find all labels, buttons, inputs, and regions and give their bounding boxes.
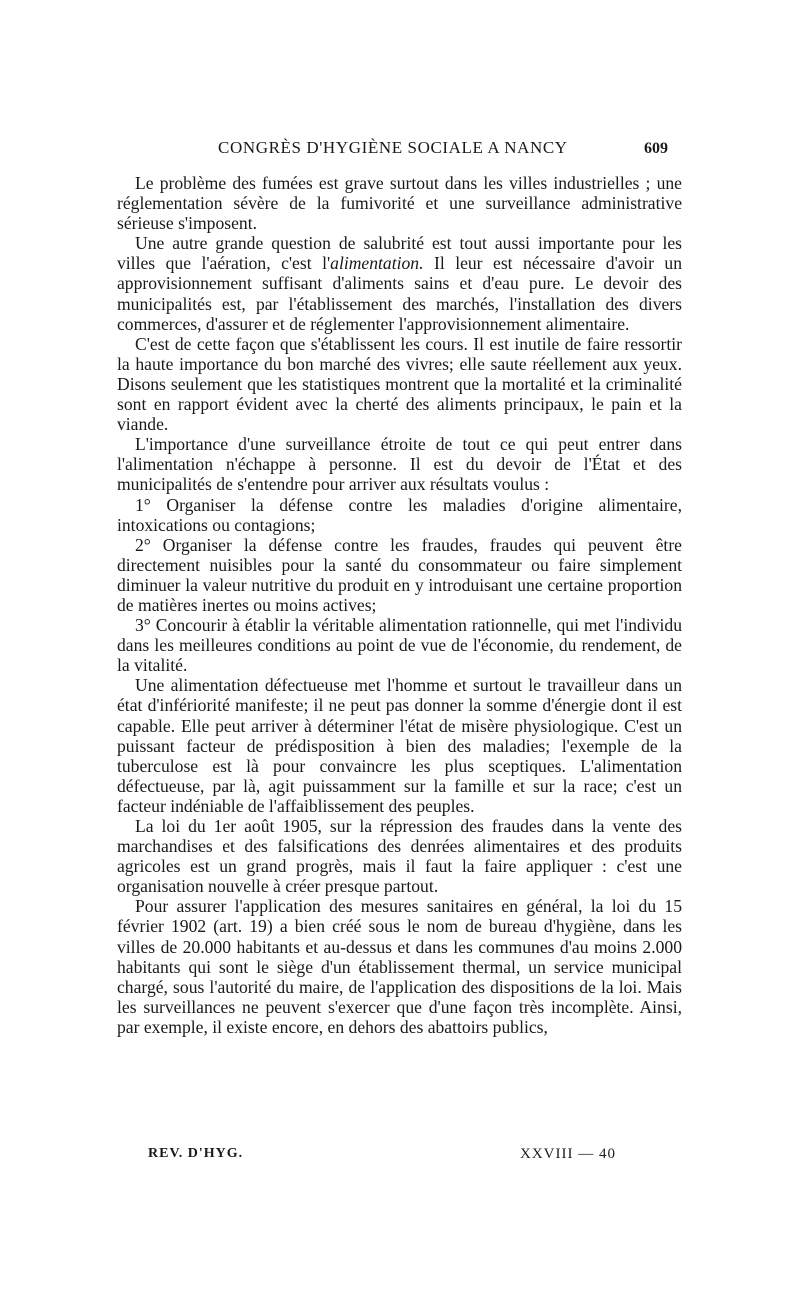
page-body [117,173,682,1037]
page-footer [0,1146,800,1168]
paragraph-surveillance: L'importance d'une surveillance étroite de tout ce qui peut entrer dans l'alimentation n'échappe à personne. Il est du devoir de l'État et des municipalités de s'entendre pour arriver aux résultats voulus : [117,434,682,495]
paragraph-fumees: Le problème des fumées est grave surtout dans les villes industrielles ; une réglementation sévère de la fumivorité et une surveillance administrative sérieuse s'imposent. [117,173,682,234]
volume-signature: XXVIII — 40 [520,1146,616,1162]
paragraph-loi-1905: La loi du 1er août 1905, sur la répression des fraudes dans la vente des marchandises et des falsifications des denrées alimentaires et des produits agricoles est un grand progrès, mais il faut la faire appliquer : c'est une organisation nouvelle à créer presque partout. [117,816,682,897]
list-item-2: 2° Organiser la défense contre les fraudes, fraudes qui peuvent être directement nuisibles pour la santé du consommateur ou faire simplement diminuer la valeur nutritive du produit en y introduisant une certaine proportion de matières inertes ou moins actives; [117,534,682,615]
paragraph-alimentation-defectueuse: Une alimentation défectueuse met l'homme et surtout le travailleur dans un état d'infériorité manifeste; il ne peut pas donner la somme d'énergie dont il est capable. Elle peut arriver à déterminer l'état de misère physiologique. C'est un puissant facteur de prédisposition à bien des maladies; l'exemple de la tuberculose est là pour convaincre les plus sceptiques. L'alimentation défectueuse, par là, agit puissamment sur la famille et sur la race; c'est un facteur indéniable de l'affaiblissement des peuples. [117,675,682,816]
paragraph-alimentation-part1: Une autre grande question de salubrité est tout aussi importante pour les villes que l'aération, c'est l' [117,233,682,274]
list-item-3: 3° Concourir à établir la véritable alimentation rationnelle, qui met l'individu dans les meilleures conditions au point de vue de l'économie, du rendement, de la vitalité. [117,615,682,676]
paragraph-alimentation [117,233,682,333]
page-number: 609 [644,140,668,157]
paragraph-loi-1902: Pour assurer l'application des mesures sanitaires en général, la loi du 15 février 1902 (art. 19) a bien créé sous le nom de bureau d'hygiène, dans les villes de 20.000 habitants et au-dessus et dans les communes d'au moins 2.000 habitants qui sont le siège d'un établissement thermal, un service municipal chargé, sous l'autorité du maire, de l'application des dispositions de la loi. Mais les surveillances ne peuvent s'exercer que d'une façon très incomplète. Ainsi, par exemple, il existe encore, en dehors des abattoirs publics, [117,896,682,1037]
page-header [0,138,800,164]
paragraph-alimentation-part2: Il leur est nécessaire d'avoir un approvisionnement suffisant d'aliments sains et d'eau pure. Le devoir des municipalités est, par l'établissement des marchés, l'installation des divers commerces, d'assurer et de réglementer l'approvisionnement alimentaire. [117,253,682,334]
journal-abbreviation: REV. D'HYG. [148,1146,244,1161]
running-title: CONGRÈS D'HYGIÈNE SOCIALE A NANCY [218,138,568,157]
list-item-1: 1° Organiser la défense contre les maladies d'origine alimentaire, intoxications ou contagions; [117,494,682,535]
paragraph-cours: C'est de cette façon que s'établissent les cours. Il est inutile de faire ressortir la haute importance du bon marché des vivres; elle saute réellement aux yeux. Disons seulement que les statistiques montrent que la mortalité et la criminalité sont en rapport évident avec la cherté des aliments principaux, le pain et la viande. [117,333,682,435]
alimentation-emphasis: alimentation. [330,253,424,274]
